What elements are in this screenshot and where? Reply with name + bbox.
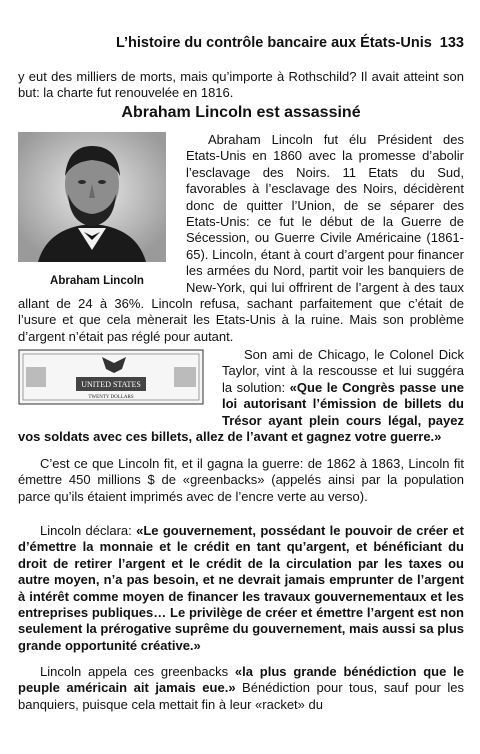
taylor-text: Son ami de Chicago, le Colonel Dick Taylor, vint à la rescousse et lui suggéra la solution: [222,347,464,395]
blessing-continuation: Bénédiction pour tous, sauf pour les banquiers, puisque cela mettait fin à leur «racket» du [18,680,464,712]
paragraph-election: Abraham Lincoln fut élu Président des Etats-Unis en 1860 avec la promesse d’abolir l’esclavage des Noirs. 11 Etats du Sud, favorables à l’esclavage des Noirs, décidèrent donc de quitter l’Union, de se séparer des Etats-Unis: ce fut le début de la Guerre de Sécession, ou Guerre Civile Américaine (1861-65). Lincoln, étant à court d’argent pour financer les armées du Nord, partit voir les banquiers de New-York, qui lui offrirent de l’argent à des taux allant de 24 à 36%. Lincoln refusa, sachant parfaitement que c’était de l’usure et que cela mènerait les Etats-Unis à la ruine. Mais son problème d’argent n’était pas réglé pour autant. [18,132,464,344]
portrait-caption: Abraham Lincoln [50,275,144,287]
page-number: 133 [439,35,464,51]
blessing-quote: «la plus grande bénédiction que le peuple américain ait jamais eue.» [18,664,464,696]
greenback-illustration [18,347,212,415]
taylor-quote: «Que le Congrès passe une loi autorisant l’émission de billets du Trésor ayant plein cours légal, payez vos soldats avec ces billets, allez de l’avant et gagnez votre guerre.» [18,379,464,445]
banknote-value: TWENTY DOLLARS [88,395,134,400]
paragraph-declaration [18,523,464,654]
declaration-intro: Lincoln déclara: [40,523,137,538]
portrait-block [18,132,176,290]
banknote-label: UNITED STATES [81,380,141,389]
section-title: Abraham Lincoln est assassiné [121,104,361,121]
paragraph-blessing [18,664,464,713]
paragraph-greenbacks: C’est ce que Lincoln fit, et il gagna la guerre: de 1862 à 1863, Lincoln fit émettre 450 millions $ de «greenbacks» (appelés ainsi par la population parce qu’ils étaient imprimés avec de l’encre verte au verso). [18,456,464,504]
declaration-quote: «Le gouvernement, possédant le pouvoir de créer et d’émettre la monnaie et le crédit en tant qu’argent, et bénéficiant du droit de retirer l’argent et le crédit de la circulation par les taxes ou autre moyen, n’a pas besoin, et ne devrait jamais emprunter de l’argent à intérêt comme moyen de financer les travaux gouvernementaux et les entreprises publiques… Le privilège de créer et émettre l’argent est non seulement la prérogative suprême du gouvernement, mais aussi sa plus grande opportunité créative.» [18,523,464,653]
lincoln-portrait [18,132,166,262]
running-header [18,35,464,51]
blessing-intro: Lincoln appela ces greenbacks [40,664,235,679]
banknote-image [18,347,204,407]
header-title: L’histoire du contrôle bancaire aux États-Unis [115,35,432,51]
intro-paragraph: y eut des milliers de morts, mais qu’importe à Rothschild? Il avait atteint son but: la charte fut renouvelée en 1816. [18,69,464,101]
